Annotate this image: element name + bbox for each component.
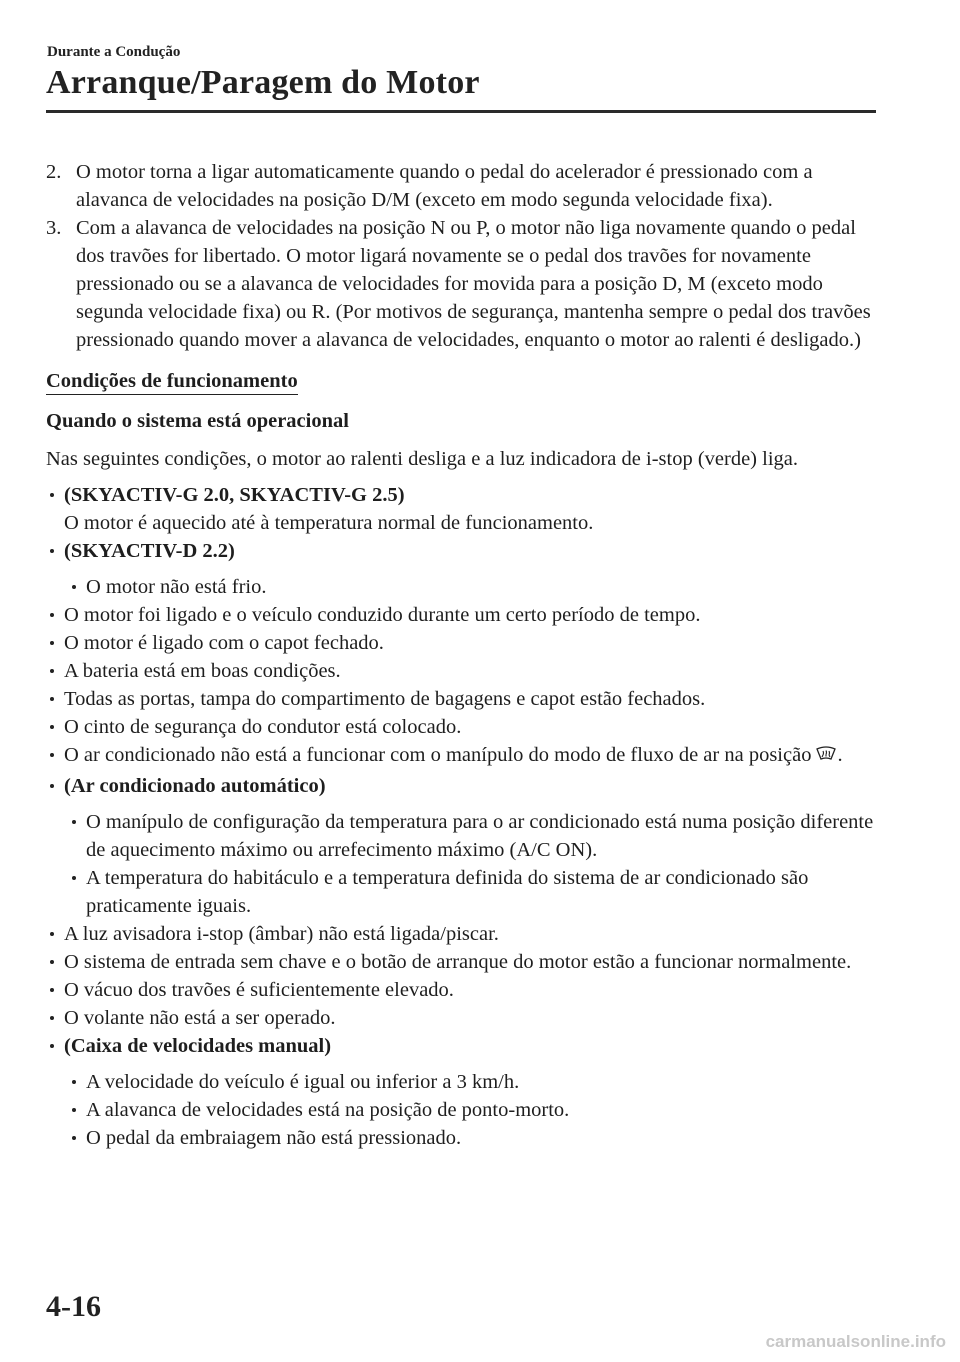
list-item bbox=[46, 1004, 876, 1032]
bullet-icon bbox=[72, 1108, 76, 1112]
bullet-text: A alavanca de velocidades está na posição de ponto-morto. bbox=[86, 1099, 570, 1121]
bullet-text: O ar condicionado não está a funcionar com o manípulo do modo de fluxo de ar na posição bbox=[64, 744, 812, 766]
page-number: 4-16 bbox=[46, 1290, 101, 1323]
bullet-icon bbox=[50, 753, 54, 757]
watermark: carmanualsonline.info bbox=[765, 1332, 946, 1351]
bullet-icon bbox=[50, 697, 54, 701]
section-label: Durante a Condução bbox=[47, 44, 181, 60]
bullet-icon bbox=[72, 876, 76, 880]
list-item bbox=[46, 713, 876, 741]
bullet-text: Todas as portas, tampa do compartimento de bagagens e capot estão fechados. bbox=[64, 688, 706, 710]
sub-list-item bbox=[46, 1124, 876, 1152]
bullet-text: A luz avisadora i-stop (âmbar) não está ligada/piscar. bbox=[64, 923, 499, 945]
bullet-icon bbox=[50, 1044, 54, 1048]
bullet-icon bbox=[72, 820, 76, 824]
item-text: Com a alavanca de velocidades na posição N ou P, o motor não liga novamente quando o pedal dos travões for libertado. O motor ligará novamente se o pedal dos travões for novamente pressionado ou se a alavanca de velocidades for movida para a posição D, M (exceto modo segunda velocidade fixa) ou R. (Por motivos de segurança, mantenha sempre o pedal dos travões pressionado quando mover a alavanca de velocidades, enquanto o motor ao ralenti é desligado.) bbox=[76, 217, 871, 351]
windshield-defrost-icon bbox=[815, 744, 837, 772]
bullet-text: O motor foi ligado e o veículo conduzido durante um certo período de tempo. bbox=[64, 604, 701, 626]
numbered-item-3 bbox=[46, 214, 876, 354]
bullet-text: O motor é ligado com o capot fechado. bbox=[64, 632, 384, 654]
bullet-title: (Ar condicionado automático) bbox=[64, 775, 326, 797]
bullet-title: (SKYACTIV-D 2.2) bbox=[64, 540, 235, 562]
sub-list-item bbox=[46, 1096, 876, 1124]
list-item bbox=[46, 537, 876, 565]
bullet-icon bbox=[50, 669, 54, 673]
item-number: 2. bbox=[46, 161, 62, 183]
sub-list-item bbox=[46, 573, 876, 601]
bullet-title: (Caixa de velocidades manual) bbox=[64, 1035, 332, 1057]
intro-paragraph: Nas seguintes condições, o motor ao ralenti desliga e a luz indicadora de i-stop (verde) liga. bbox=[46, 448, 798, 470]
bullet-icon bbox=[50, 493, 54, 497]
conditions-heading: Condições de funcionamento bbox=[46, 368, 298, 395]
bullet-text: O motor não está frio. bbox=[86, 576, 267, 598]
bullet-text: A bateria está em boas condições. bbox=[64, 660, 341, 682]
bullet-icon bbox=[50, 988, 54, 992]
list-item bbox=[46, 1032, 876, 1060]
bullet-text: O manípulo de configuração da temperatura para o ar condicionado está numa posição diferente de aquecimento máximo ou arrefecimento máximo (A/C ON). bbox=[86, 811, 874, 861]
item-number: 3. bbox=[46, 217, 62, 239]
list-item bbox=[46, 948, 876, 976]
bullet-text: O sistema de entrada sem chave e o botão de arranque do motor estão a funcionar normalmente. bbox=[64, 951, 852, 973]
bullet-icon bbox=[50, 549, 54, 553]
bullet-icon bbox=[50, 932, 54, 936]
list-item bbox=[46, 657, 876, 685]
operational-heading: Quando o sistema está operacional bbox=[46, 410, 349, 432]
sub-list-item bbox=[46, 864, 876, 920]
bullet-icon bbox=[50, 1016, 54, 1020]
bullet-icon bbox=[50, 960, 54, 964]
list-item bbox=[46, 741, 876, 772]
bullet-text: O cinto de segurança do condutor está colocado. bbox=[64, 716, 462, 738]
page-content bbox=[46, 158, 876, 1152]
bullet-text: A velocidade do veículo é igual ou inferior a 3 km/h. bbox=[86, 1071, 520, 1093]
bullet-text-end: . bbox=[837, 744, 843, 766]
bullet-text: O pedal da embraiagem não está pressionado. bbox=[86, 1127, 462, 1149]
bullet-icon bbox=[72, 1080, 76, 1084]
bullet-icon bbox=[72, 585, 76, 589]
list-item bbox=[46, 629, 876, 657]
list-item bbox=[46, 685, 876, 713]
numbered-item-2 bbox=[46, 158, 876, 214]
bullet-text: O motor é aquecido até à temperatura normal de funcionamento. bbox=[64, 512, 594, 534]
bullet-icon bbox=[72, 1136, 76, 1140]
list-item bbox=[46, 920, 876, 948]
bullet-icon bbox=[50, 613, 54, 617]
list-item bbox=[46, 772, 876, 800]
sub-list-item bbox=[46, 808, 876, 864]
bullet-icon bbox=[50, 641, 54, 645]
sub-list-item bbox=[46, 1068, 876, 1096]
bullet-text: O volante não está a ser operado. bbox=[64, 1007, 336, 1029]
item-text: O motor torna a ligar automaticamente quando o pedal do acelerador é pressionado com a alavanca de velocidades na posição D/M (exceto em modo segunda velocidade fixa). bbox=[76, 161, 813, 211]
title-rule bbox=[46, 110, 876, 113]
page-title: Arranque/Paragem do Motor bbox=[46, 64, 480, 101]
bullet-text: O vácuo dos travões é suficientemente elevado. bbox=[64, 979, 454, 1001]
list-item bbox=[46, 481, 876, 537]
bullet-icon bbox=[50, 784, 54, 788]
list-item bbox=[46, 976, 876, 1004]
bullet-icon bbox=[50, 725, 54, 729]
bullet-text: A temperatura do habitáculo e a temperatura definida do sistema de ar condicionado são praticamente iguais. bbox=[86, 867, 809, 917]
list-item bbox=[46, 601, 876, 629]
bullet-title: (SKYACTIV-G 2.0, SKYACTIV-G 2.5) bbox=[64, 484, 405, 506]
